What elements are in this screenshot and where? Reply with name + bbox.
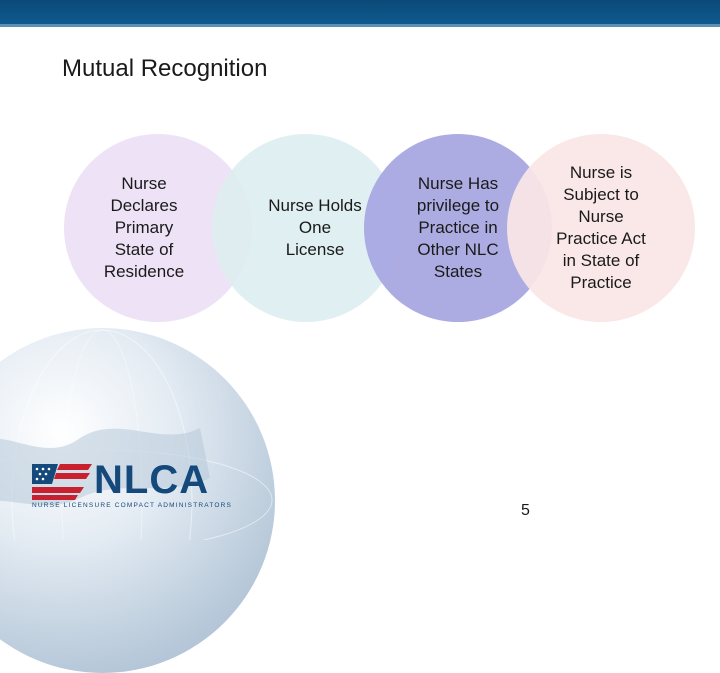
- circle-text: Nurse Declares Primary State of Residence: [103, 174, 185, 281]
- header-accent-line: [0, 24, 720, 27]
- logo-wordmark: NLCA: [94, 458, 210, 502]
- page-number: 5: [521, 502, 530, 519]
- circle-subject-practice-act: [507, 134, 695, 322]
- nlca-logo: [32, 458, 237, 512]
- header-bar: [0, 0, 720, 24]
- flag-icon: [32, 464, 92, 500]
- circle-text: Nurse Holds One License: [268, 196, 362, 259]
- logo-subtitle: NURSE LICENSURE COMPACT ADMINISTRATORS: [32, 502, 233, 509]
- circle-text: Nurse is Subject to Nurse Practice Act in State of Practice: [556, 163, 646, 292]
- slide-title: Mutual Recognition: [62, 55, 268, 82]
- circle-text: Nurse Has privilege to Practice in Other NLC States: [416, 174, 500, 281]
